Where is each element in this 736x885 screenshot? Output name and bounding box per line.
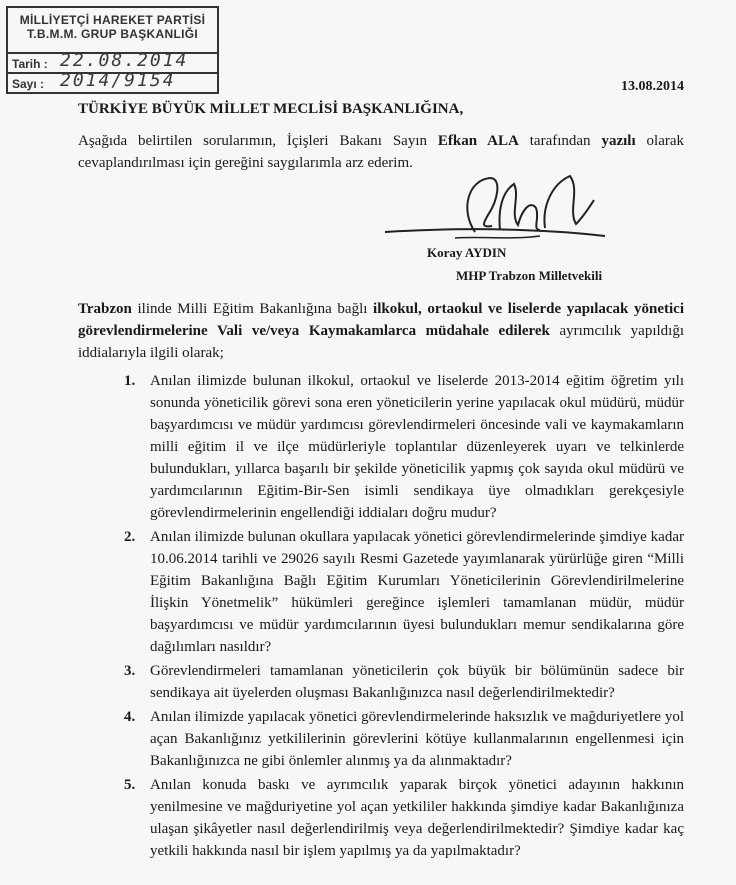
question-item <box>110 774 684 862</box>
document-date: 13.08.2014 <box>621 79 684 94</box>
question-item <box>110 526 684 658</box>
stamp-number-row <box>8 72 217 94</box>
registry-stamp <box>6 6 219 94</box>
minister-name: Efkan ALA <box>437 133 519 149</box>
subject-text-1: ilinde Milli Eğitim Bakanlığına bağlı <box>131 301 374 317</box>
intro-text-3: olarak cevaplandırılması için gereğini saygılarımla arz ederim. <box>78 133 685 171</box>
subject-bold: ilkokul, ortaokul ve liselerde yapılacak yönetici görevlendirmelerine Vali ve/veya Kaymakamlarca müdahale edilerek <box>78 301 684 339</box>
question-number: 1. <box>124 373 136 389</box>
question-item <box>110 660 684 704</box>
stamp-number-label: Sayı : <box>12 77 45 91</box>
question-list <box>110 370 684 864</box>
stamp-date-value: 22.08.2014 <box>60 50 189 71</box>
question-number: 2. <box>124 529 136 545</box>
stamp-office-name: T.B.M.M. GRUP BAŞKANLIĞI <box>27 27 198 41</box>
question-item <box>110 370 684 524</box>
subject-text-2: ayrımcılık yapıldığı iddialarıyla ilgili olarak; <box>78 323 684 361</box>
subject-paragraph <box>78 298 684 364</box>
city-name: Trabzon <box>78 301 132 317</box>
stamp-number-value: 2014/9154 <box>60 70 176 91</box>
intro-text-1: Aşağıda belirtilen sorularımın, İçişleri Bakanı Sayın <box>78 133 438 149</box>
stamp-date-label: Tarih : <box>12 57 48 71</box>
signatory-name: Koray AYDIN <box>427 245 507 260</box>
question-number: 4. <box>124 709 136 725</box>
written-keyword: yazılı <box>601 133 636 149</box>
question-item <box>110 706 684 772</box>
addressee-heading: TÜRKİYE BÜYÜK MİLLET MECLİSİ BAŞKANLIĞINA, <box>78 101 464 117</box>
question-text: Anılan ilimizde bulunan okullara yapılacak yönetici görevlendirmelerinde şimdiye kadar 10.06.2014 tarihli ve 29026 sayılı Resmi Gazetede yayımlanarak yürürlüğe giren “Milli Eğitim Bakanlığına Bağlı Eğitim Kurumları Yöneticilerinin Görevlendirilmelerine İlişkin Yönetmelik” hükümleri gereğince işlemleri tamamlanan müdür, müdür başyardımcısı ve müdür yardımcılarının üyesi bulundukları memur sendikalarına göre dağılımları nasıldır? <box>150 529 684 655</box>
intro-text-2: tarafından <box>518 133 602 149</box>
question-text: Anılan ilimizde bulunan ilkokul, ortaokul ve liselerde 2013-2014 eğitim öğretim yılı sonunda yöneticilik görevi sona eren yöneticilerin yerine yapılacak okul müdürü, müdür başyardımcısı ve müdür yardımcısı görevlendirmeleri öncesinde vali ve kaymakamların milli eğitim il ve ilçe müdürleriyle toplantılar düzenleyerek uyarı ve telkinlerde bulundukları, yıllarca başarılı bir şekilde yöneticilik yapmış çok sayıda okul müdürü ve yardımcılarının Eğitim-Bir-Sen isimli sendikaya üye olmadıkları gerekçesiyle görevlendirmelerinin engellendiği iddiaları doğru mudur? <box>150 373 684 521</box>
question-number: 3. <box>124 663 136 679</box>
signatory-title: MHP Trabzon Milletvekili <box>456 268 603 283</box>
question-text: Görevlendirmeleri tamamlanan yöneticilerin çok büyük bir bölümünün sadece bir sendikaya ait üyelerden oluşması Bakanlığınızca nasıl değerlendirilmektedir? <box>150 663 684 701</box>
intro-paragraph <box>78 130 684 174</box>
handwritten-signature <box>380 170 610 255</box>
question-text: Anılan konuda baskı ve ayrımcılık yaparak birçok yönetici adayının hakkının yenilmesine ve mağduriyetine yol açan yetkililer hakkında şimdiye kadar Bakanlığınıza ulaşan şikâyetler nasıl değerlendirilmiş veya değerlendirilmektedir? Şimdiye kadar kaç yetkili hakkında nasıl bir işlem yapılmış ya da yapılmaktadır? <box>150 777 684 859</box>
stamp-party-name: MİLLİYETÇİ HAREKET PARTİSİ <box>19 13 206 27</box>
question-number: 5. <box>124 777 136 793</box>
question-text: Anılan ilimizde yapılacak yönetici görevlendirmelerinde haksızlık ve mağduriyetlere yol açan Bakanlığınız yetkililerinin görevlerini kötüye kullanmalarının engellenmesi için Bakanlığınızca ne gibi önlemler alınmış ya da alınmaktadır? <box>150 709 684 769</box>
